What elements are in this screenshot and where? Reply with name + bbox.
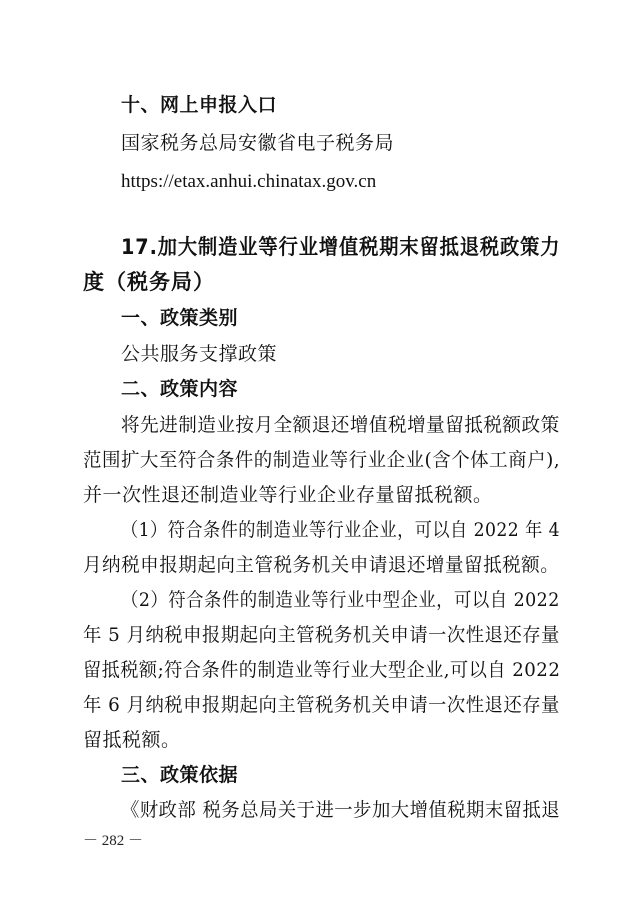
content-line: 年 6 月纳税申报期起向主管税务机关申请一次性退还存量 <box>83 694 560 716</box>
page-number: － 282 － <box>83 833 144 849</box>
content-line: 留抵税额。 <box>83 729 181 751</box>
content-line: 年 5 月纳税申报期起向主管税务机关申请一次性退还存量 <box>83 624 560 646</box>
content-line: （1）符合条件的制造业等行业企业，可以自 2022 年 4 <box>121 519 561 541</box>
content-heading: 二、政策内容 <box>121 378 239 400</box>
basis-line: 《财政部 税务总局关于进一步加大增值税期末留抵退 <box>121 799 561 821</box>
category-heading: 一、政策类别 <box>121 307 239 329</box>
content-line: 月纳税申报期起向主管税务机关申请退还增量留抵税额。 <box>83 554 560 576</box>
content-line: 范围扩大至符合条件的制造业等行业企业(含个体工商户), <box>83 449 561 471</box>
agency-name: 国家税务总局安徽省电子税务局 <box>121 132 395 154</box>
content-line: 将先进制造业按月全额退还增值税增量留抵税额政策 <box>121 414 560 436</box>
policy-title-line-1: 17.加大制造业等行业增值税期末留抵退税政策力 <box>121 235 561 259</box>
content-line: 留抵税额;符合条件的制造业等行业大型企业,可以自 2022 <box>83 659 561 681</box>
content-line: 并一次性退还制造业等行业企业存量留抵税额。 <box>83 484 493 506</box>
basis-heading: 三、政策依据 <box>121 764 239 786</box>
entry-url: https://etax.anhui.chinatax.gov.cn <box>121 171 377 192</box>
policy-title-line-2: 度（税务局） <box>83 270 215 294</box>
category-value: 公共服务支撑政策 <box>121 343 278 365</box>
section-ten-heading: 十、网上申报入口 <box>121 94 278 116</box>
content-line: （2）符合条件的制造业等行业中型企业，可以自 2022 <box>121 589 560 611</box>
